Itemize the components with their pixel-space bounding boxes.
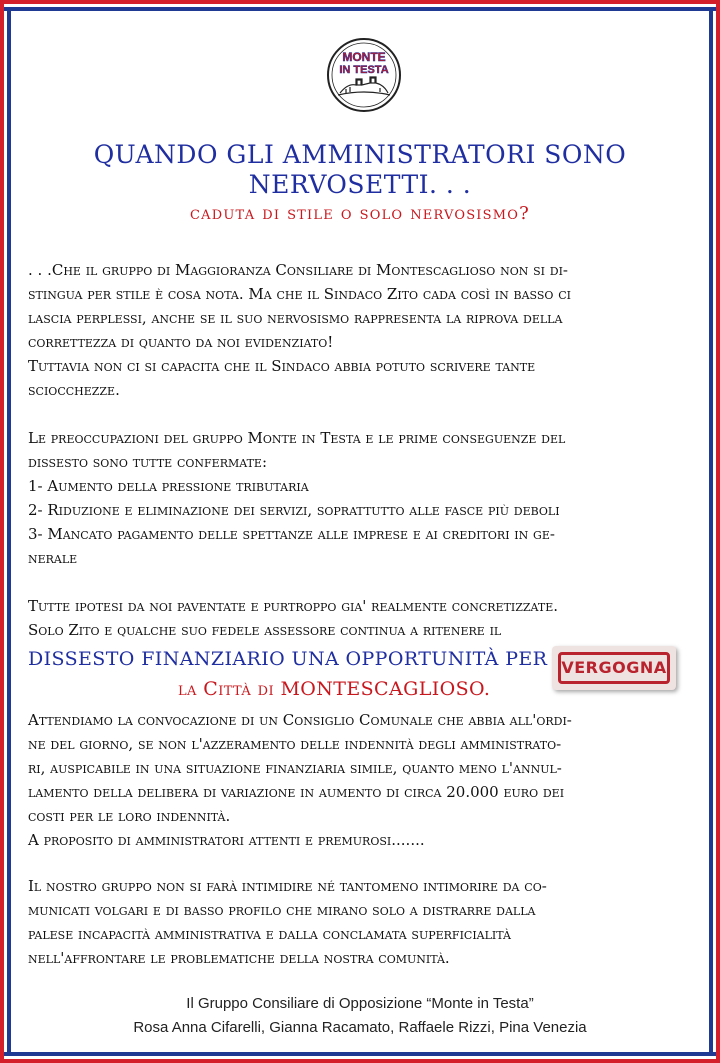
text-line: dissesto sono tutte confermate: (28, 453, 268, 471)
text-line: stingua per stile è cosa nota. Ma che il Sindaco Zito cada così in basso ci (28, 285, 571, 303)
text-line: costi per le loro indennità. (28, 807, 231, 825)
text-line: Solo Zito e qualche suo fedele assessore continua a ritenere il (28, 621, 502, 639)
text-line: lamento della delibera di variazione in aumento di circa 20.000 euro dei (28, 783, 565, 801)
text-line: correttezza di quanto da noi evidenziato! (28, 333, 334, 351)
text-line: nerale (28, 549, 78, 567)
stamp-text: VERGOGNA (558, 652, 670, 684)
border-left-blue (7, 7, 11, 1056)
text-line: Tuttavia non ci si capacita che il Sindaco abbia potuto scrivere tante (28, 357, 536, 375)
vergogna-stamp (552, 646, 676, 690)
highlight-line-1: DISSESTO FINANZIARIO UNA OPPORTUNITÀ PER (28, 648, 548, 670)
text-line: Il nostro gruppo non si farà intimidire né tantomeno intimorire da co- (28, 877, 547, 895)
border-left-red (0, 0, 4, 1063)
paragraph-1 (28, 258, 694, 402)
border-bottom-white (0, 1056, 720, 1059)
subtitle: caduta di stile o solo nervosismo? (190, 203, 530, 224)
paragraph-2 (28, 426, 694, 570)
text-line: sciocchezze. (28, 381, 120, 399)
logo-text-2: IN TESTA (339, 64, 389, 76)
text-line: ri, auspicabile in una situazione finanziaria simile, quanto meno l'annul- (28, 759, 562, 777)
border-bottom-red (0, 1059, 720, 1063)
text-line: . . .Che il gruppo di Maggioranza Consiliare di Montescaglioso non si di- (28, 261, 569, 279)
main-title (40, 140, 680, 200)
footer-group-name: Il Gruppo Consiliare di Opposizione “Monte in Testa” (186, 995, 534, 1012)
text-line: A proposito di amministratori attenti e premurosi....... (28, 831, 425, 849)
text-line: Attendiamo la convocazione di un Consiglio Comunale che abbia all'ordi- (28, 711, 572, 729)
paragraph-4 (28, 708, 694, 852)
main-title-line-2: NERVOSETTI. . . (248, 170, 472, 199)
list-item: 3- Mancato pagamento delle spettanze alle imprese e ai creditori in ge- (28, 525, 555, 543)
footer-members: Rosa Anna Cifarelli, Gianna Racamato, Raffaele Rizzi, Pina Venezia (133, 1019, 587, 1036)
main-title-line-1: QUANDO GLI AMMINISTRATORI SONO (93, 140, 627, 169)
text-line: nell'affrontare le problematiche della nostra comunità. (28, 949, 450, 967)
highlight-line-2 (178, 678, 490, 700)
monte-in-testa-logo (326, 37, 402, 113)
text-line: ne del giorno, se non l'azzeramento delle indennità degli amministrato- (28, 735, 562, 753)
highlight-city: MONTESCAGLIOSO. (280, 678, 491, 700)
logo-text-1: MONTE (342, 50, 386, 64)
paragraph-5 (28, 874, 694, 970)
border-right-blue (709, 7, 713, 1056)
highlight-prefix: la Città di (178, 678, 281, 700)
text-line: Le preoccupazioni del gruppo Monte in Testa e le prime conseguenze del (28, 429, 566, 447)
paragraph-3 (28, 594, 694, 642)
text-line: Tutte ipotesi da noi paventate e purtroppo gia' realmente concretizzate. (28, 597, 559, 615)
border-bottom-blue (0, 1052, 720, 1056)
text-line: municati volgari e di basso profilo che mirano solo a distrarre dalla (28, 901, 536, 919)
border-top-blue (0, 7, 720, 11)
text-line: lascia perplessi, anche se il suo nervosismo rappresenta la riprova della (28, 309, 563, 327)
text-line: palese incapacità amministrativa e dalla conclamata superficialità (28, 925, 511, 943)
list-item: 1- Aumento della pressione tributaria (28, 477, 309, 495)
border-right-red (716, 0, 720, 1063)
list-item: 2- Riduzione e eliminazione dei servizi, soprattutto alle fasce più deboli (28, 501, 560, 519)
